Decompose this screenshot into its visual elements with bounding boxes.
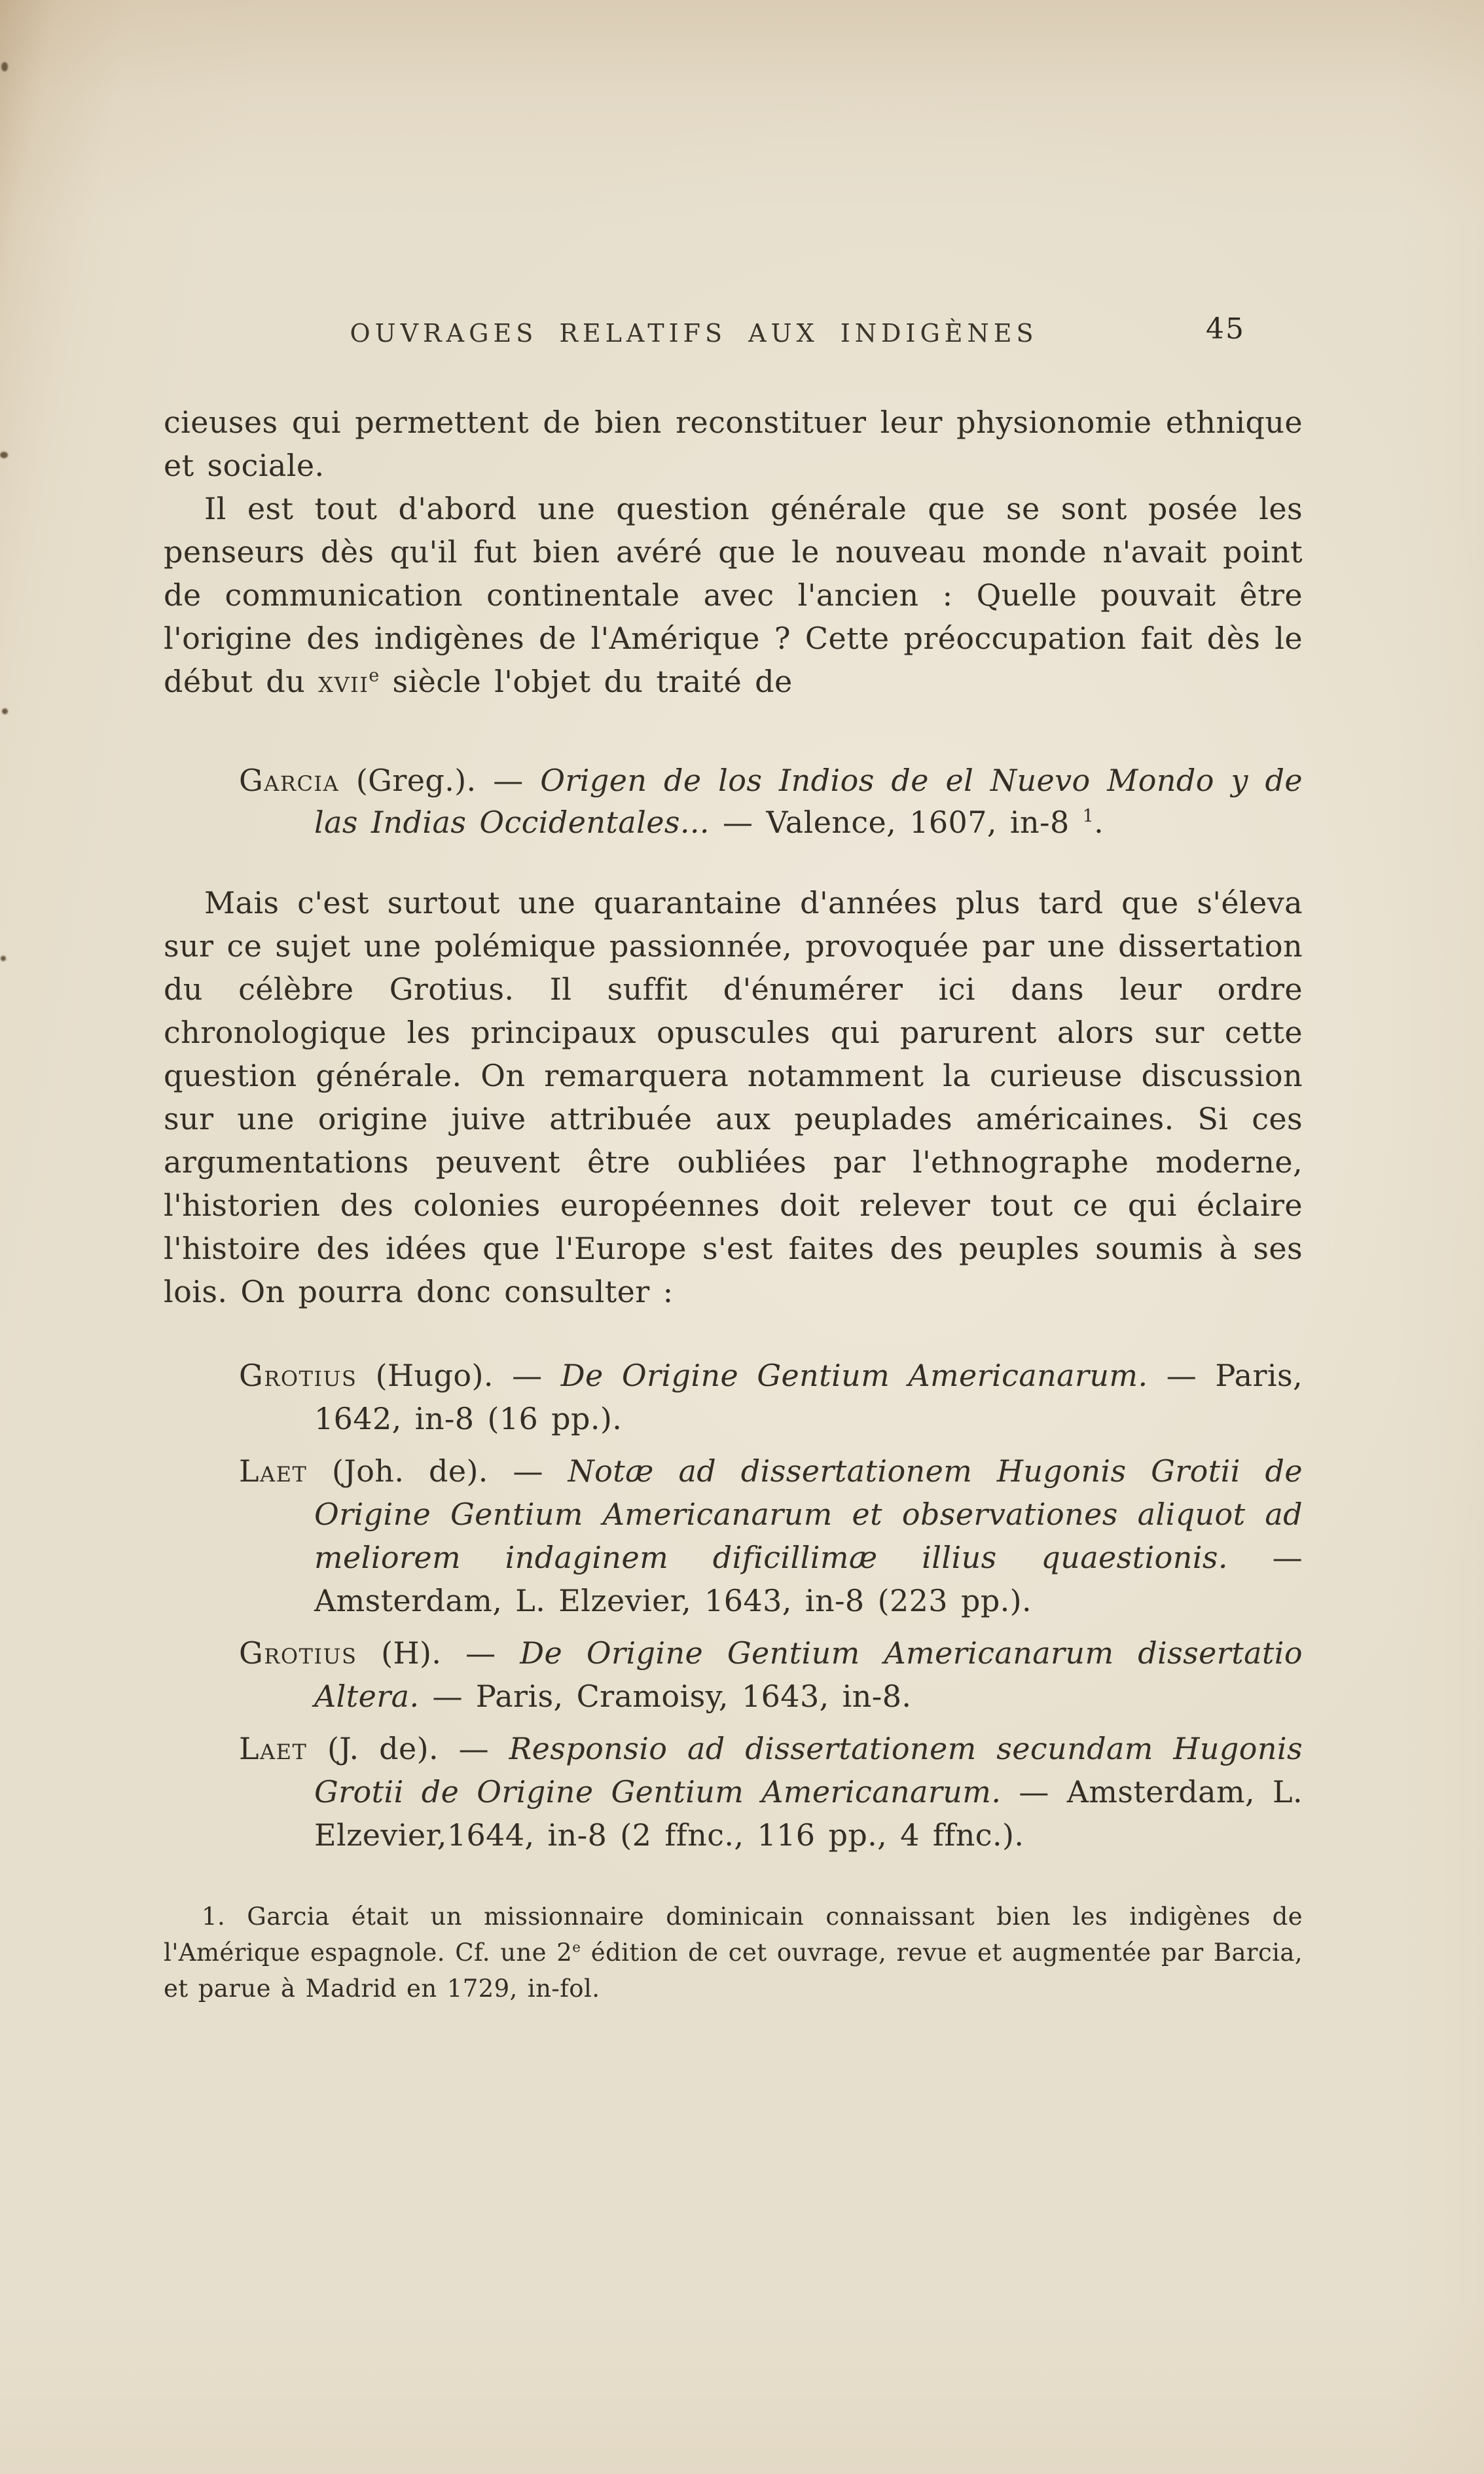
century-smallcaps: xvii	[318, 664, 369, 699]
citation-garcia	[164, 759, 1303, 843]
bibliography-entry	[164, 1354, 1303, 1440]
author-note: (Greg.). —	[339, 763, 541, 798]
paragraph-continuation: cieuses qui permettent de bien reconstituer leur physionomie ethnique et sociale.	[164, 405, 1303, 483]
footnote	[164, 1899, 1303, 2007]
work-title: De Origine Gentium Americanarum dissertatio Altera.	[314, 1635, 1303, 1714]
imprint: — Amsterdam, L. Elzevier, 1643, in-8 (223 pp.).	[314, 1540, 1303, 1618]
paragraph-text: Il est tout d'abord une question générale que se sont posée les penseurs dès qu'il fut bien avéré que le nouveau monde n'avait point de communication continentale avec l'ancien : Quelle pouvait être l'origine des indigènes de l'Amérique ? Cette préoccupation fait dès le début du	[164, 491, 1303, 699]
author-smallcaps: Laet	[239, 1731, 308, 1766]
imprint: .	[1094, 805, 1104, 840]
page-number: 45	[1206, 312, 1245, 346]
imprint: — Paris, Cramoisy, 1643, in-8.	[419, 1679, 912, 1714]
bibliography-entry	[164, 1449, 1303, 1622]
author-smallcaps: Garcia	[239, 763, 340, 798]
work-title: Responsio ad dissertationem secundam Hugonis Grotii de Origine Gentium Americanarum.	[314, 1731, 1303, 1810]
paragraph	[164, 487, 1303, 703]
century-superscript: e	[369, 665, 380, 686]
imprint: — Amsterdam, L. Elzevier,1644, in-8 (2 ffnc., 116 pp., 4 ffnc.).	[314, 1774, 1303, 1853]
page-header	[164, 312, 1303, 348]
author-note: (J. de). —	[307, 1731, 509, 1766]
imprint: — Paris, 1642, in-8 (16 pp.).	[314, 1358, 1303, 1436]
paragraph-text: siècle l'objet du traité de	[379, 664, 793, 699]
author-note: (H). —	[357, 1635, 520, 1671]
author-smallcaps: Grotius	[239, 1635, 357, 1671]
imprint: — Valence, 1607, in-8	[709, 805, 1083, 840]
author-note: (Hugo). —	[357, 1358, 561, 1393]
paper-speck	[2, 708, 8, 714]
work-title: Origen de los Indios de el Nuevo Mondo y de las Indias Occidentales...	[314, 763, 1303, 840]
bibliography-entry	[164, 1631, 1303, 1718]
paper-speck	[0, 452, 8, 458]
work-title: Notæ ad dissertationem Hugonis Grotii de Origine Gentium Americanarum et observationes aliquot ad meliorem indaginem dificillimæ illius quaestionis.	[314, 1453, 1303, 1575]
running-title: OUVRAGES RELATIFS AUX INDIGÈNES	[350, 319, 1038, 348]
footnote-text: édition de cet ouvrage, revue et augmentée par Barcia, et parue à Madrid en 1729, in-fol.	[164, 1938, 1303, 2003]
paper-speck	[1, 62, 8, 71]
footnote-text: 1. Garcia était un missionnaire dominicain connaissant bien les indigènes de l'Amérique espagnole. Cf. une 2	[164, 1902, 1303, 1967]
text-block	[164, 401, 1303, 2007]
author-smallcaps: Laet	[239, 1453, 308, 1489]
work-title: De Origine Gentium Americanarum.	[560, 1358, 1148, 1393]
author-smallcaps: Grotius	[239, 1358, 357, 1393]
paragraph: Mais c'est surtout une quarantaine d'années plus tard que s'éleva sur ce sujet une polémique passionnée, provoquée par une dissertation du célèbre Grotius. Il suffit d'énumérer ici dans leur ordre chronologique les principaux opuscules qui parurent alors sur cette question générale. On remarquera notamment la curieuse discussion sur une origine juive attribuée aux peuplades américaines. Si ces argumentations peuvent être oubliées par l'ethnographe moderne, l'historien des colonies européennes doit relever tout ce qui éclaire l'histoire des idées que l'Europe s'est faites des peuples soumis à ses lois. On pourra donc consulter :	[164, 885, 1303, 1309]
bibliography-entry	[164, 1727, 1303, 1857]
footnote-ref: 1	[1082, 806, 1095, 827]
author-note: (Joh. de). —	[307, 1453, 568, 1489]
paper-speck	[1, 956, 6, 961]
footnote-superscript: e	[572, 1939, 581, 1956]
bibliography-list	[164, 1354, 1303, 1857]
